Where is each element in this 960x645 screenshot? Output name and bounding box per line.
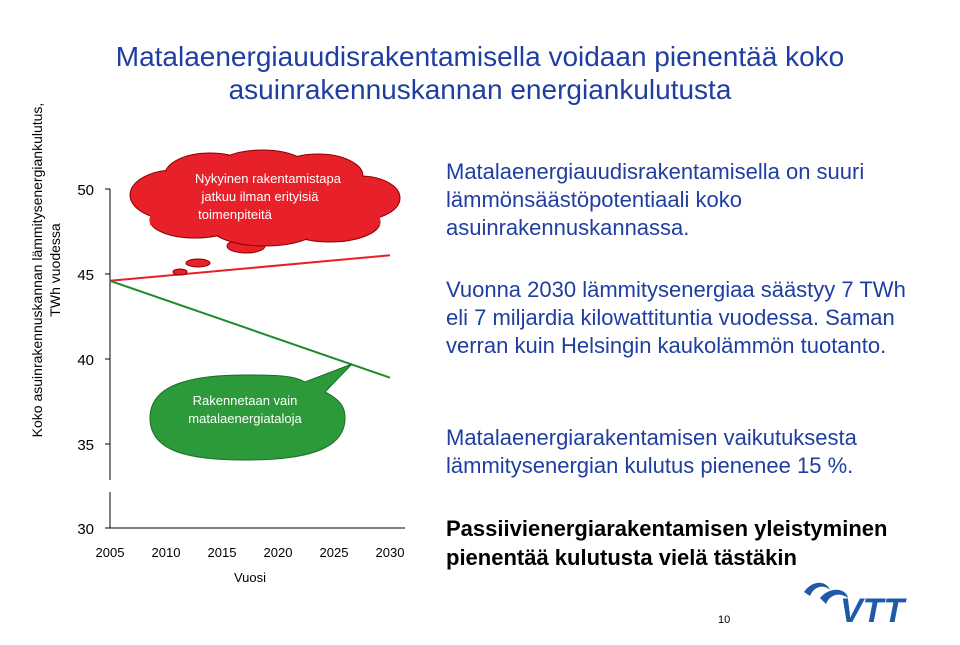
page-number: 10 <box>718 614 731 626</box>
chart-svg <box>0 0 430 600</box>
y-tick-label: 50 <box>77 182 94 199</box>
x-tick-label: 2025 <box>319 545 349 560</box>
y-axis-label: Koko asuinrakennuskannan lämmitysenergiankulutus, TWh vuodessa <box>29 102 63 438</box>
callout-text-line2: matalaenergiataloja <box>188 411 302 426</box>
y-tick-label: 40 <box>77 352 94 369</box>
thought-cloud-callout <box>130 150 400 275</box>
y-tick-label: 30 <box>77 521 94 538</box>
paragraph-3: Matalaenergiarakentamisen vaikutuksesta lämmitysenergian kulutus pienenee 15 %. <box>446 425 857 478</box>
y-tick-label: 45 <box>77 267 94 284</box>
x-tick-label: 2015 <box>207 545 237 560</box>
paragraph-1: Matalaenergiauudisrakentamisella on suuri lämmönsäästöpotentiaali koko asuinrakennuskannassa. <box>446 159 865 240</box>
paragraph-2: Vuonna 2030 lämmitysenergiaa säästyy 7 TWh eli 7 miljardia kilowattituntia vuodessa. Saman verran kuin Helsingin kaukolämmön tuotanto. <box>446 277 906 358</box>
x-tick-label: 2010 <box>151 545 181 560</box>
x-tick-label: 2020 <box>263 545 293 560</box>
x-axis-label: Vuosi <box>233 570 267 585</box>
series-line-1 <box>110 281 390 378</box>
callout-text-line1: Rakennetaan vain <box>192 393 298 408</box>
cloud-bubble-small <box>173 269 187 275</box>
vtt-logo <box>800 580 930 630</box>
cloud-text-line1: Nykyinen rakentamistapa <box>195 171 341 186</box>
cloud-text-line3: toimenpiteitä <box>198 207 272 222</box>
slide-title-line1: Matalaenergiauudisrakentamisella voidaan pienentää koko <box>115 41 845 72</box>
green-callout <box>150 364 352 460</box>
y-tick-label: 35 <box>77 437 94 454</box>
slide-title-line2: asuinrakennuskannan energiankulutusta <box>228 74 732 105</box>
paragraph-bold: Passiivienergiarakentamisen yleistyminen pienentää kulutusta vielä tästäkin <box>446 516 888 570</box>
x-tick-label: 2005 <box>95 545 125 560</box>
x-tick-label: 2030 <box>375 545 405 560</box>
series-line-0 <box>110 255 390 280</box>
logo-text: VTT <box>840 592 905 630</box>
chart-lines <box>110 255 390 377</box>
cloud-bubble-medium <box>186 259 210 267</box>
cloud-text-line2: jatkuu ilman erityisiä <box>201 189 319 204</box>
